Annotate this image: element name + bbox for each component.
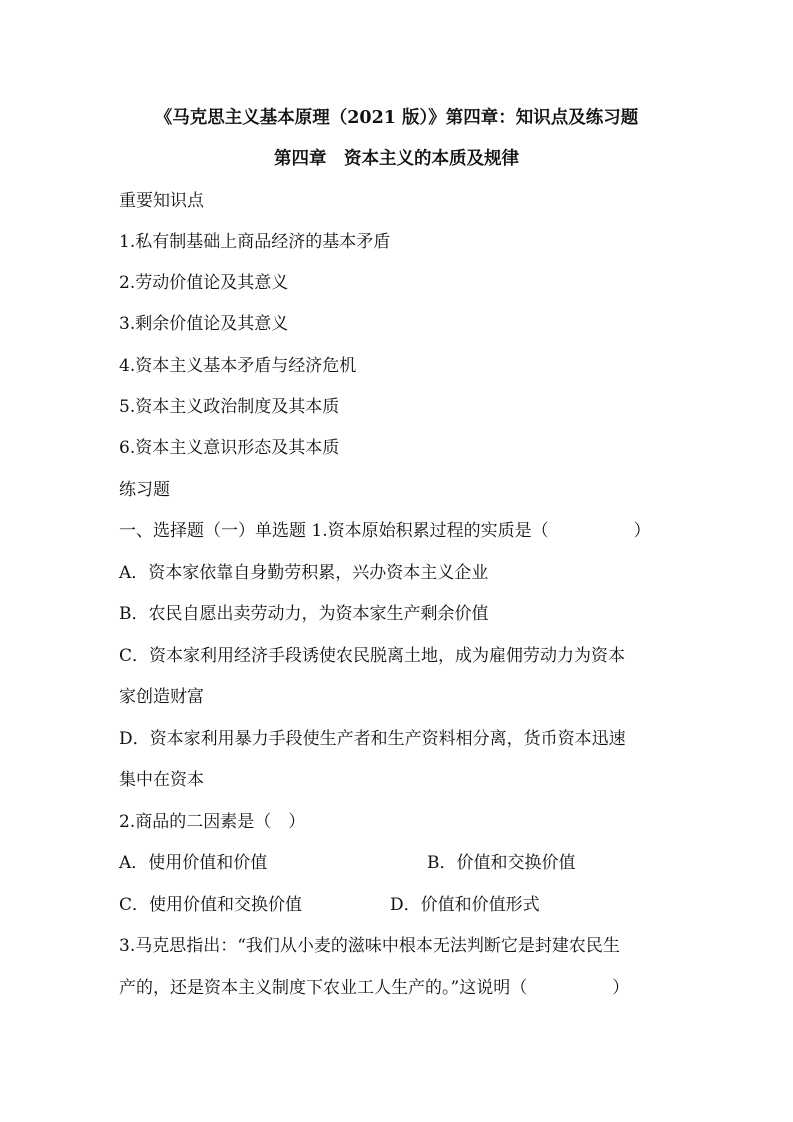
document-title: 《马克思主义基本原理（2021 版）》第四章：知识点及练习题 bbox=[154, 108, 639, 128]
question-1-option-a: A．资本家依靠自身勤劳积累，兴办资本主义企业 bbox=[119, 563, 489, 583]
question-1-stem: 一、选择题（一）单选题 1.资本原始积累过程的实质是（ ） bbox=[119, 521, 651, 541]
section-heading-exercises: 练习题 bbox=[119, 480, 170, 500]
question-1-option-c-cont: 家创造财富 bbox=[119, 687, 204, 707]
knowledge-point: 3.剩余价值论及其意义 bbox=[119, 314, 289, 334]
question-3-stem: 3.马克思指出：“我们从小麦的滋味中根本无法判断它是封建农民生 bbox=[119, 936, 620, 956]
question-2-stem: 2.商品的二因素是（ ） bbox=[119, 812, 306, 832]
knowledge-point: 1.私有制基础上商品经济的基本矛盾 bbox=[119, 232, 391, 252]
knowledge-point: 4.资本主义基本矛盾与经济危机 bbox=[119, 356, 357, 376]
question-1-option-c: C．资本家利用经济手段诱使农民脱离土地，成为雇佣劳动力为资本 bbox=[119, 646, 626, 666]
question-1-option-b: B．农民自愿出卖劳动力，为资本家生产剩余价值 bbox=[119, 604, 489, 624]
section-heading-knowledge: 重要知识点 bbox=[119, 191, 204, 211]
question-2-option-c: C．使用价值和交换价值 bbox=[119, 895, 303, 915]
question-2-option-a: A．使用价值和价值 bbox=[119, 853, 268, 873]
question-1-option-d-cont: 集中在资本 bbox=[119, 770, 204, 790]
question-1-option-d: D．资本家利用暴力手段使生产者和生产资料相分离，货币资本迅速 bbox=[119, 729, 626, 749]
knowledge-point: 2.劳动价值论及其意义 bbox=[119, 273, 289, 293]
knowledge-point: 6.资本主义意识形态及其本质 bbox=[119, 438, 340, 458]
knowledge-point: 5.资本主义政治制度及其本质 bbox=[119, 397, 340, 417]
question-2-option-b: B．价值和交换价值 bbox=[427, 853, 576, 873]
question-3-stem-cont: 产的，还是资本主义制度下农业工人生产的。”这说明（ ） bbox=[119, 978, 630, 998]
question-2-option-d: D．价值和价值形式 bbox=[390, 895, 540, 915]
chapter-title: 第四章 资本主义的本质及规律 bbox=[274, 149, 519, 169]
